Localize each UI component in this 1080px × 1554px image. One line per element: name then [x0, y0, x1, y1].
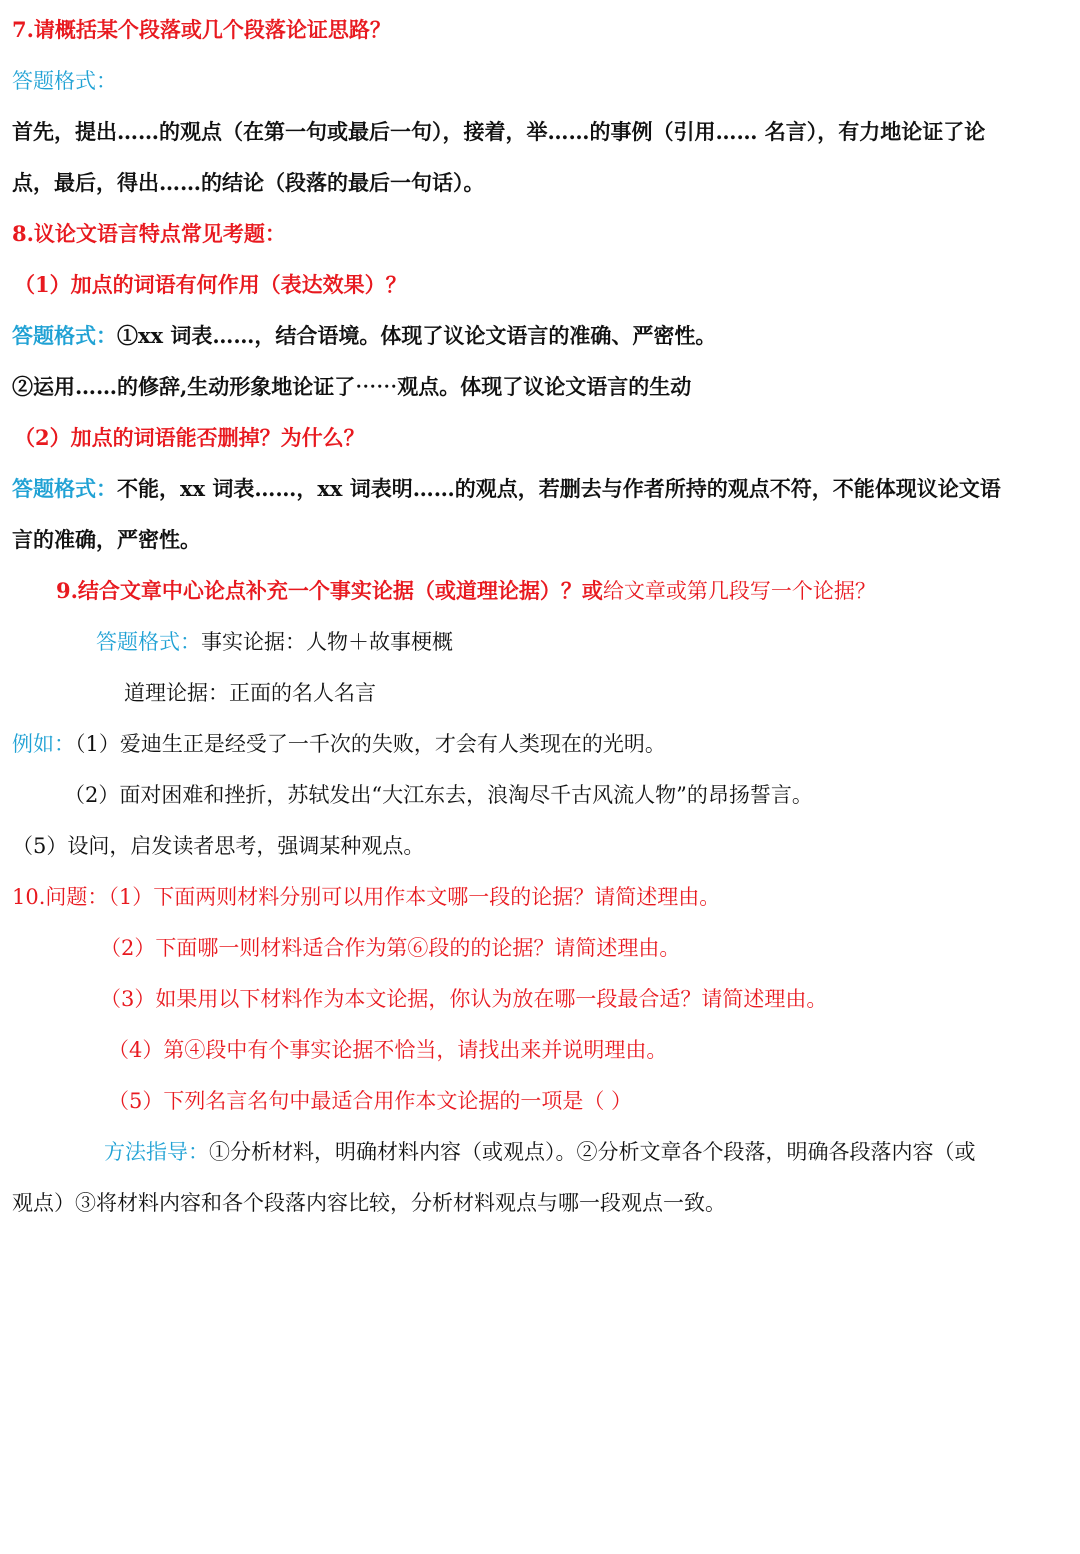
q7-title-text: 7.请概括某个段落或几个段落论证思路？ [12, 17, 391, 42]
q8-sub1-answer-text-2: ②运用……的修辞,生动形象地论证了⋯⋯观点。体现了议论文语言的生动 [12, 374, 692, 399]
q10-item-1: （1）下面两则材料分别可以用作本文哪一段的论据？请简述理由。 [108, 885, 721, 909]
q9-example-line-1 [12, 729, 666, 759]
q9-example-text-2: （2）面对困难和挫折，苏轼发出“大江东去，浪淘尽千古风流人物”的昂扬誓言。 [64, 783, 813, 807]
q9-title [56, 576, 876, 606]
q8-sub1-answer-line-2 [12, 372, 691, 402]
q8-sub2-title [14, 423, 365, 453]
q9-format-line-1 [96, 627, 453, 657]
q7-format-label: 答题格式： [12, 69, 117, 93]
q9-example-line-3 [12, 831, 424, 861]
q8-sub2-answer-text-1: 不能，xx 词表……，xx 词表明……的观点，若删去与作者所持的观点不符，不能体现议论文语 [117, 476, 1001, 501]
q10-item-3-line [100, 984, 827, 1014]
q10-method-label: 方法指导： [104, 1140, 209, 1164]
q8-sub1-answer-text-1: ①xx 词表……，结合语境。体现了议论文语言的准确、严密性。 [117, 323, 717, 348]
q8-sub1-title-text: （1）加点的词语有何作用（表达效果）？ [14, 272, 407, 297]
q9-format-text-2: 道理论据：正面的名人名言 [124, 681, 376, 705]
q8-sub2-title-text: （2）加点的词语能否删掉？为什么？ [14, 425, 365, 450]
q10-method-line-1 [104, 1137, 976, 1167]
q10-label: 10.问题： [12, 885, 109, 909]
q9-title-bold: 9.结合文章中心论点补充一个事实论据（或道理论据）？或 [56, 578, 603, 603]
q8-sub2-answer-text-2: 言的准确，严密性。 [12, 527, 201, 552]
q10-item-5: （5）下列名言名句中最适合用作本文论据的一项是（ ） [108, 1089, 633, 1113]
q9-example-text-3: （5）设问，启发读者思考，强调某种观点。 [12, 834, 425, 858]
q7-answer-line-2 [12, 168, 485, 198]
q8-sub1-answer-line-1 [12, 321, 716, 351]
q7-title [12, 15, 391, 45]
q10-method-text-2: 观点）③将材料内容和各个段落内容比较，分析材料观点与哪一段观点一致。 [12, 1191, 726, 1215]
q8-title [12, 219, 286, 249]
q9-example-label: 例如： [12, 732, 75, 756]
q10-item-5-line [108, 1086, 632, 1116]
q9-example-line-2 [64, 780, 813, 810]
q9-format-line-2 [124, 678, 376, 708]
q9-title-rest: 给文章或第几段写一个论据？ [602, 579, 876, 603]
q7-answer-text-2: 点，最后，得出……的结论（段落的最后一句话）。 [12, 170, 485, 195]
q8-sub2-format-label: 答题格式： [12, 476, 117, 501]
q9-format-label: 答题格式： [96, 630, 201, 654]
q10-item-2: （2）下面哪一则材料适合作为第⑥段的的论据？请简述理由。 [100, 936, 681, 960]
q10-method-text-1: ①分析材料，明确材料内容（或观点）。②分析文章各个段落，明确各段落内容（或 [209, 1140, 976, 1164]
q8-title-text: 8.议论文语言特点常见考题： [12, 221, 286, 246]
q7-answer-text-1: 首先，提出……的观点（在第一句或最后一句），接着，举……的事例（引用…… 名言），有力地论证了论 [12, 119, 986, 144]
q9-example-text-1: （1）爱迪生正是经受了一千次的失败，才会有人类现在的光明。 [75, 732, 666, 756]
q8-sub1-title [14, 270, 407, 300]
q7-format-label-line [12, 66, 117, 96]
q7-answer-line-1 [12, 117, 985, 147]
q8-sub2-answer-line-1 [12, 474, 1001, 504]
q8-sub2-answer-line-2 [12, 525, 201, 555]
q9-format-text-1: 事实论据：人物＋故事梗概 [201, 630, 453, 654]
q10-item-3: （3）如果用以下材料作为本文论据，你认为放在哪一段最合适？请简述理由。 [100, 987, 828, 1011]
q10-method-line-2 [12, 1188, 726, 1218]
q10-item-1-line [12, 882, 720, 912]
q10-item-4-line [108, 1035, 667, 1065]
q8-sub1-format-label: 答题格式： [12, 323, 117, 348]
q10-item-2-line [100, 933, 680, 963]
q10-item-4: （4）第④段中有个事实论据不恰当，请找出来并说明理由。 [108, 1038, 668, 1062]
